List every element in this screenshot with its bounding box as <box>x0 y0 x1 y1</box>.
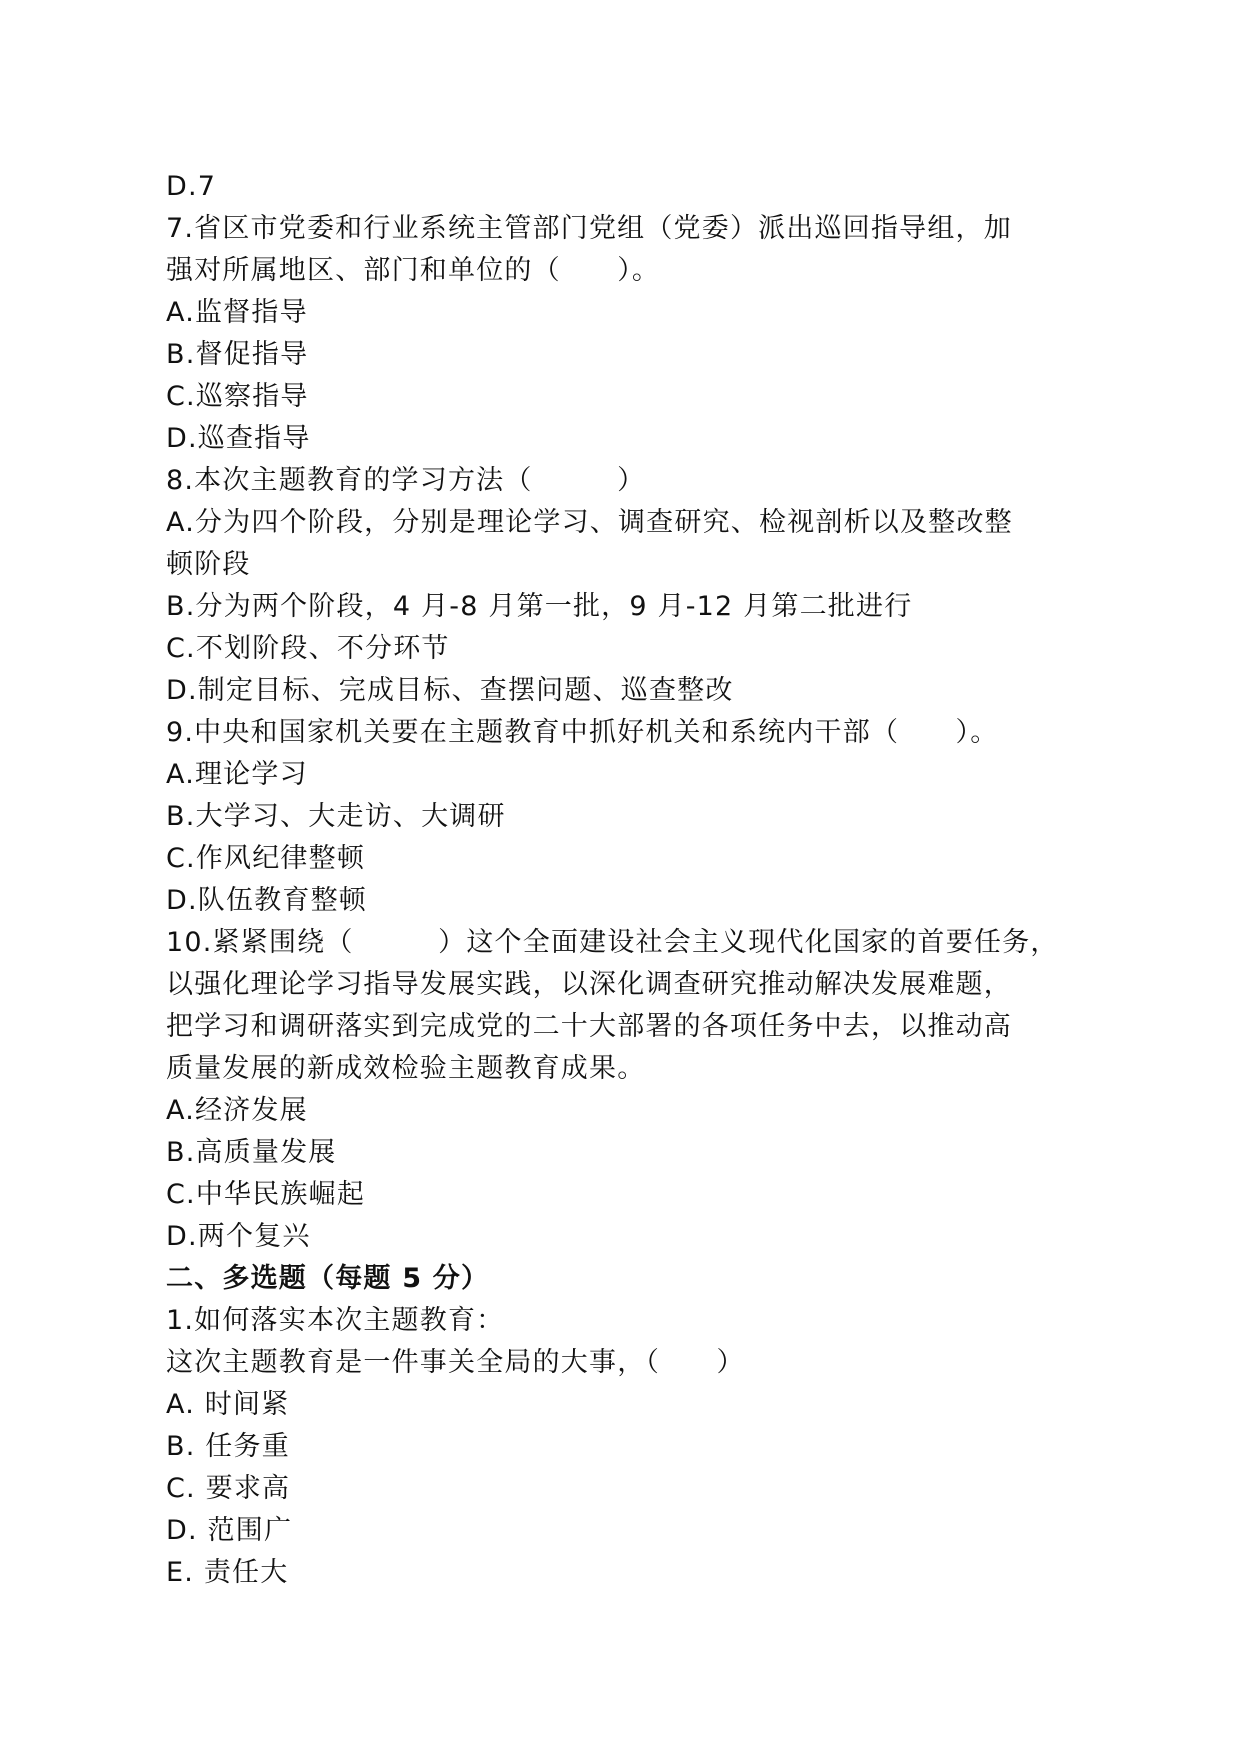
option-d-q9: D.队伍教育整顿 <box>166 885 367 916</box>
question-10-line-4: 质量发展的新成效检验主题教育成果。 <box>166 1053 646 1084</box>
document-page <box>166 166 1076 1594</box>
option-c-q10: C.中华民族崛起 <box>166 1179 366 1210</box>
question-9: 9.中央和国家机关要在主题教育中抓好机关和系统内干部（ ）。 <box>166 717 999 748</box>
question-10-line-2: 以强化理论学习指导发展实践，以深化调查研究推动解决发展难题， <box>166 969 1012 1000</box>
option-d-mc1: D. 范围广 <box>166 1515 293 1546</box>
option-b-mc1: B. 任务重 <box>166 1431 290 1462</box>
option-c-q9: C.作风纪律整顿 <box>166 843 366 874</box>
option-a-q9: A.理论学习 <box>166 759 308 790</box>
option-e-mc1: E. 责任大 <box>166 1557 289 1588</box>
option-b-q10: B.高质量发展 <box>166 1137 337 1168</box>
mc-question-1-stem: 这次主题教育是一件事关全局的大事，（ ） <box>166 1347 745 1378</box>
option-a-q7: A.监督指导 <box>166 297 308 328</box>
option-b-q8: B.分为两个阶段，4 月-8 月第一批，9 月-12 月第二批进行 <box>166 591 913 622</box>
option-c-mc1: C. 要求高 <box>166 1473 291 1504</box>
option-a-q10: A.经济发展 <box>166 1095 308 1126</box>
option-a-q8-line-2: 顿阶段 <box>166 549 251 580</box>
option-a-q8-line-1: A.分为四个阶段，分别是理论学习、调查研究、检视剖析以及整改整 <box>166 507 1013 538</box>
option-d-q8: D.制定目标、完成目标、查摆问题、巡查整改 <box>166 675 734 706</box>
question-10-line-3: 把学习和调研落实到完成党的二十大部署的各项任务中去，以推动高 <box>166 1011 1012 1042</box>
option-d-q7: D.巡查指导 <box>166 423 311 454</box>
question-10-line-1: 10.紧紧围绕（ ）这个全面建设社会主义现代化国家的首要任务， <box>166 927 1059 958</box>
question-8: 8.本次主题教育的学习方法（ ） <box>166 465 646 496</box>
option-d-q6: D.7 <box>166 171 217 202</box>
mc-question-1: 1.如何落实本次主题教育： <box>166 1305 505 1336</box>
option-c-q7: C.巡察指导 <box>166 381 309 412</box>
option-a-mc1: A. 时间紧 <box>166 1389 290 1420</box>
option-c-q8: C.不划阶段、不分环节 <box>166 633 450 664</box>
question-7-line-2: 强对所属地区、部门和单位的（ ）。 <box>166 255 661 286</box>
section-heading-multiple-choice: 二、多选题（每题 5 分） <box>166 1263 490 1294</box>
option-b-q7: B.督促指导 <box>166 339 309 370</box>
option-d-q10: D.两个复兴 <box>166 1221 311 1252</box>
question-7-line-1: 7.省区市党委和行业系统主管部门党组（党委）派出巡回指导组，加 <box>166 213 1012 244</box>
option-b-q9: B.大学习、大走访、大调研 <box>166 801 506 832</box>
